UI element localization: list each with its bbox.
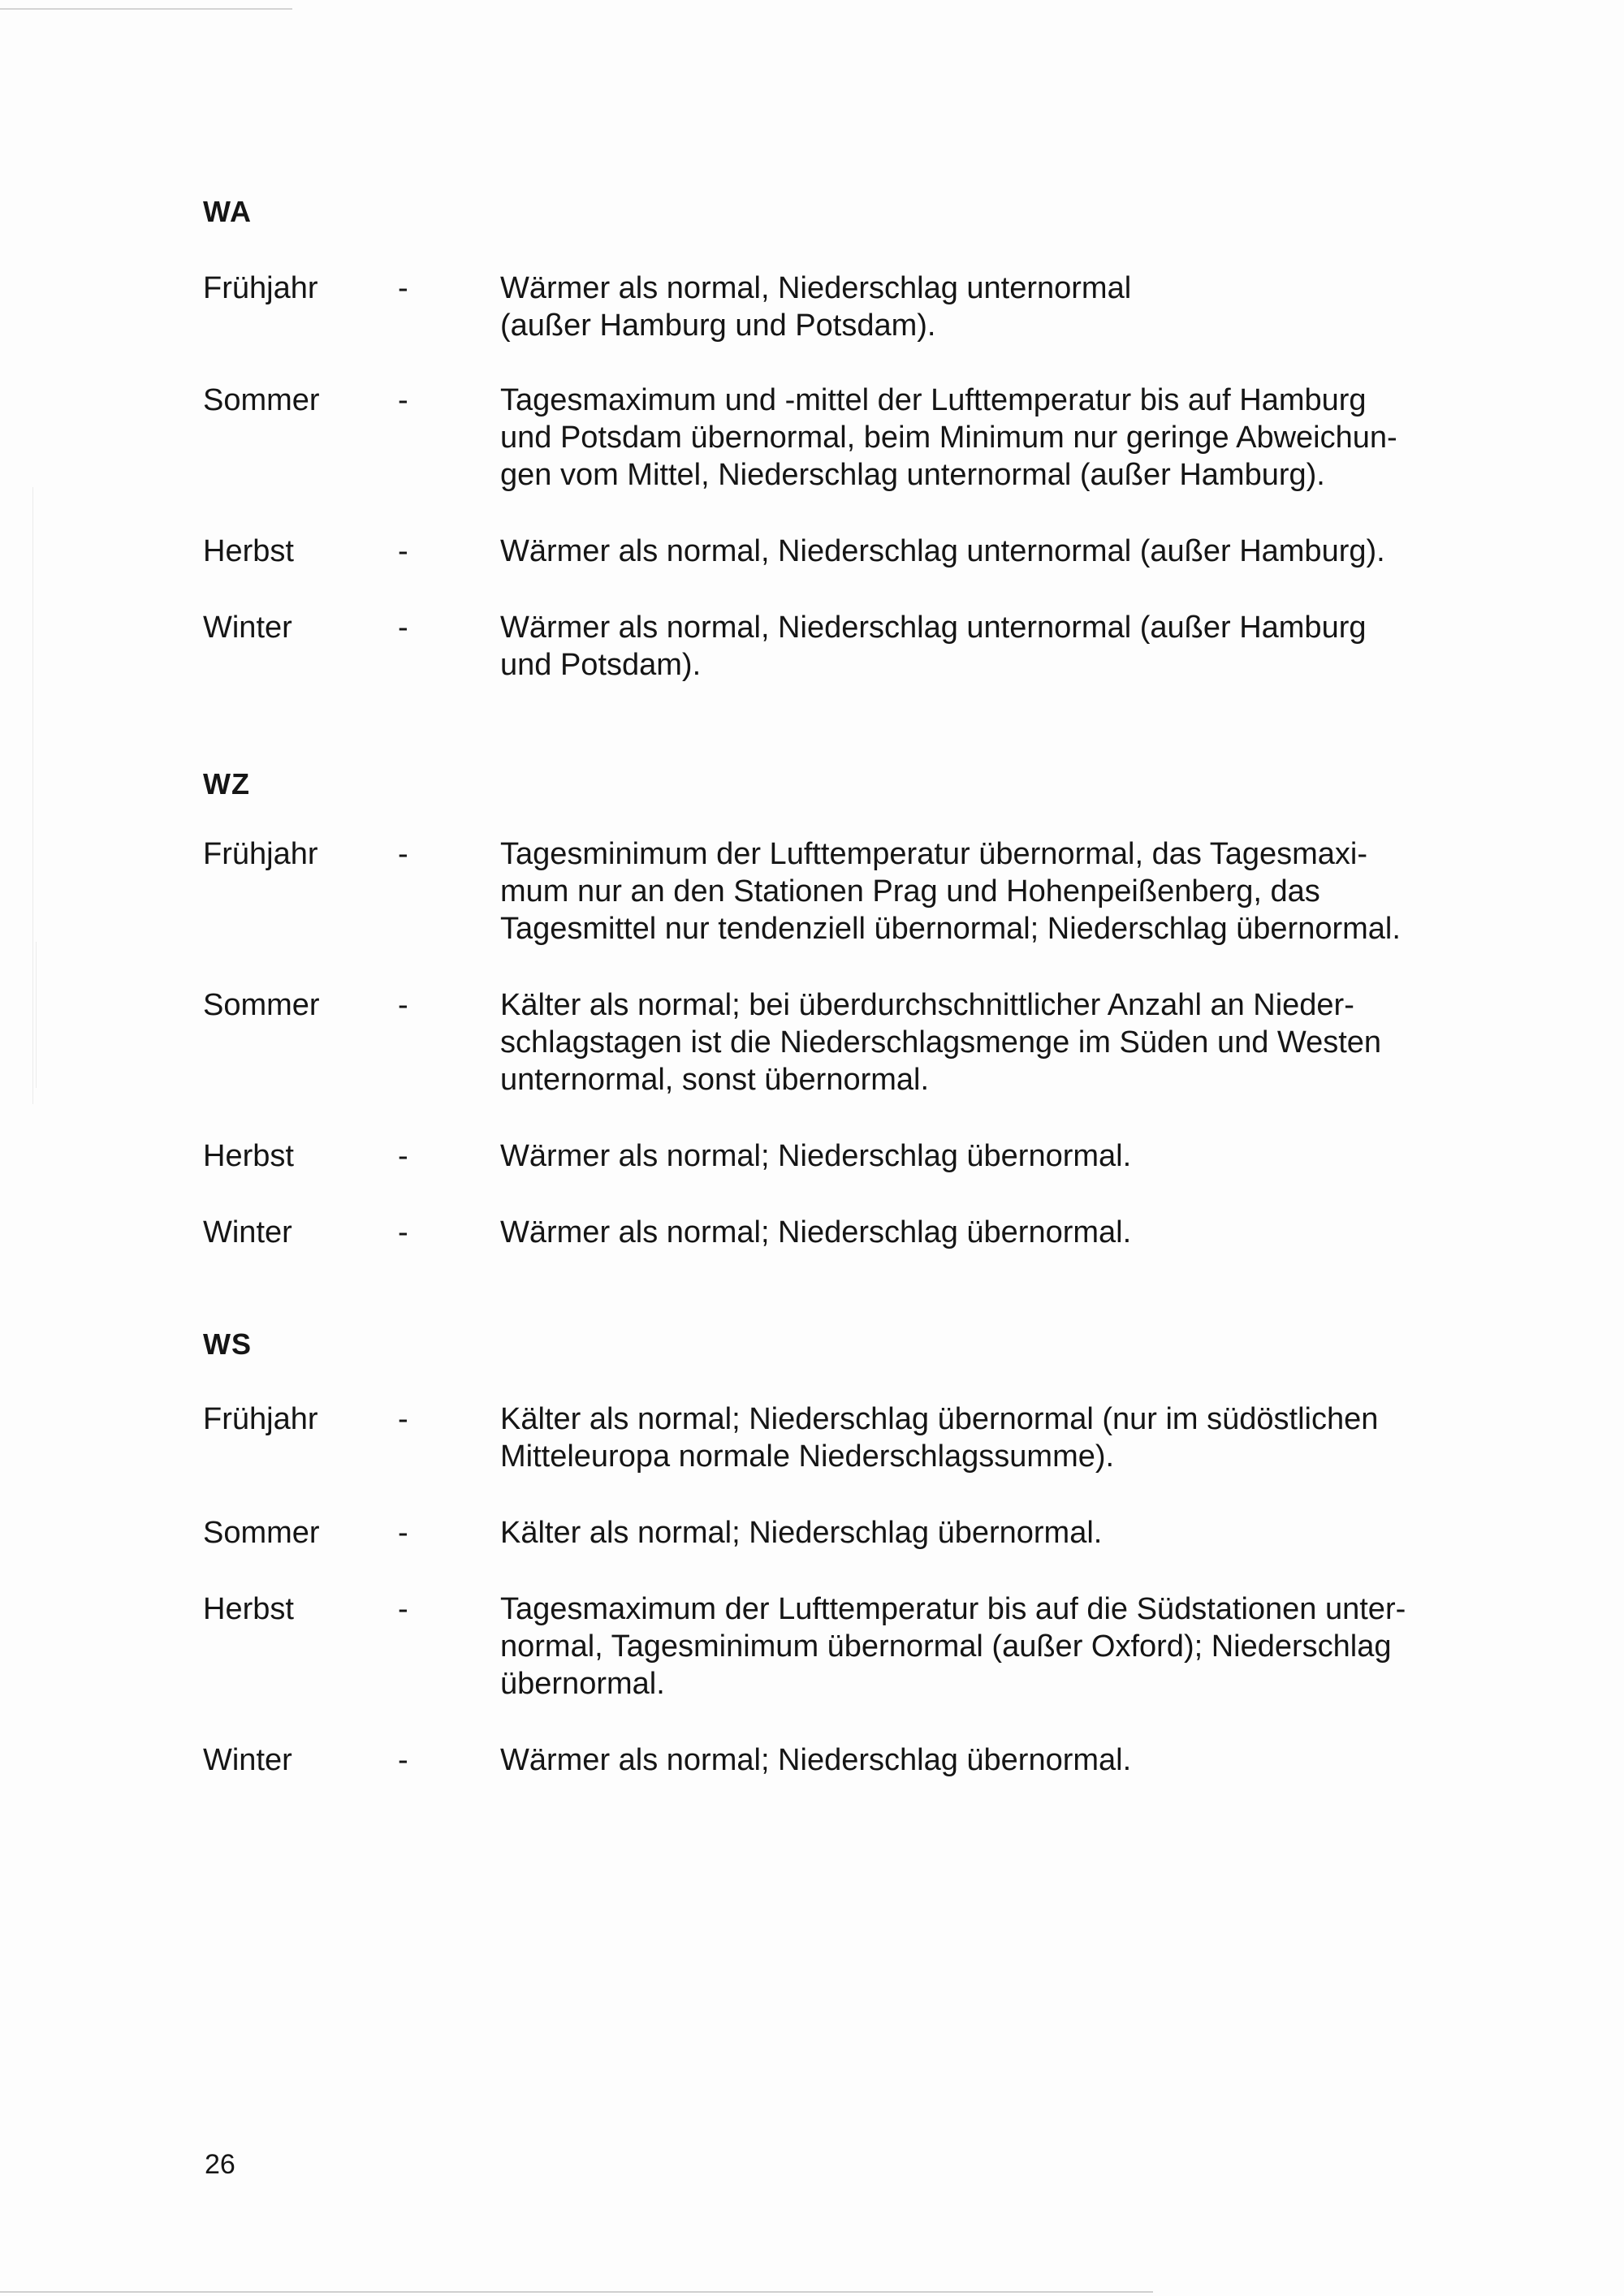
description-line: Tagesminimum der Lufttemperatur übernormal, das Tagesmaxi- — [500, 837, 1367, 871]
season-label: Sommer — [203, 383, 320, 417]
dash: - — [398, 837, 408, 871]
dash: - — [398, 1139, 408, 1173]
dash: - — [398, 611, 408, 645]
description-line: unternormal, sonst übernormal. — [500, 1063, 930, 1097]
season-description — [500, 1741, 1624, 1779]
section-title: WZ — [203, 767, 250, 801]
dash: - — [398, 1402, 408, 1436]
description-line: Wärmer als normal; Niederschlag übernormal. — [500, 1215, 1132, 1249]
dash: - — [398, 1215, 408, 1249]
season-description — [500, 533, 1624, 570]
season-label: Winter — [203, 1215, 292, 1249]
season-label: Winter — [203, 1743, 292, 1777]
section-title: WS — [203, 1327, 252, 1361]
season-description — [500, 1514, 1624, 1552]
description-line: Mitteleuropa normale Niederschlagssumme). — [500, 1439, 1115, 1474]
description-line: und Potsdam). — [500, 648, 702, 682]
description-line: Wärmer als normal; Niederschlag übernormal. — [500, 1743, 1132, 1777]
season-label: Sommer — [203, 988, 320, 1022]
description-line: Tagesmaximum der Lufttemperatur bis auf die Südstationen unter- — [500, 1592, 1406, 1626]
scan-edge-mark — [36, 942, 37, 1088]
description-line: schlagstagen ist die Niederschlagsmenge im Süden und Westen — [500, 1025, 1382, 1060]
season-description — [500, 986, 1624, 1098]
season-label: Frühjahr — [203, 1402, 318, 1436]
season-label: Winter — [203, 611, 292, 645]
season-description — [500, 1590, 1624, 1703]
dash: - — [398, 1592, 408, 1626]
description-line: gen vom Mittel, Niederschlag unternormal (außer Hamburg). — [500, 458, 1325, 492]
dash: - — [398, 383, 408, 417]
description-line: mum nur an den Stationen Prag und Hohenpeißenberg, das — [500, 874, 1320, 908]
description-line: Kälter als normal; Niederschlag übernormal. — [500, 1516, 1103, 1550]
description-line: (außer Hamburg und Potsdam). — [500, 309, 936, 343]
season-label: Frühjahr — [203, 837, 318, 871]
season-description — [500, 382, 1624, 494]
description-line: Wärmer als normal, Niederschlag unternormal (außer Hamburg). — [500, 534, 1385, 568]
page-number: 26 — [205, 2149, 235, 2180]
dash: - — [398, 534, 408, 568]
description-line: und Potsdam übernormal, beim Minimum nur geringe Abweichun- — [500, 421, 1397, 455]
description-line: Wärmer als normal, Niederschlag unternormal — [500, 271, 1132, 305]
dash: - — [398, 988, 408, 1022]
description-line: Wärmer als normal, Niederschlag unternormal (außer Hamburg — [500, 611, 1367, 645]
section-title: WA — [203, 195, 252, 228]
description-line: Tagesmittel nur tendenziell übernormal; Niederschlag übernormal. — [500, 912, 1401, 946]
description-line: normal, Tagesminimum übernormal (außer Oxford); Niederschlag — [500, 1629, 1392, 1664]
season-label: Herbst — [203, 1592, 294, 1626]
season-label: Herbst — [203, 1139, 294, 1173]
season-description — [500, 835, 1624, 947]
description-line: Wärmer als normal; Niederschlag übernormal. — [500, 1139, 1132, 1173]
season-description — [500, 1214, 1624, 1251]
description-line: übernormal. — [500, 1667, 665, 1701]
scan-edge-mark — [32, 487, 33, 1104]
description-line: Kälter als normal; bei überdurchschnittlicher Anzahl an Nieder- — [500, 988, 1354, 1022]
season-label: Herbst — [203, 534, 294, 568]
season-label: Frühjahr — [203, 271, 318, 305]
description-line: Tagesmaximum und -mittel der Lufttemperatur bis auf Hamburg — [500, 383, 1367, 417]
dash: - — [398, 271, 408, 305]
season-description — [500, 1400, 1624, 1475]
dash: - — [398, 1516, 408, 1550]
season-label: Sommer — [203, 1516, 320, 1550]
season-description — [500, 270, 1624, 344]
season-description — [500, 1137, 1624, 1175]
scan-line-bottom — [0, 2291, 1153, 2293]
description-line: Kälter als normal; Niederschlag übernormal (nur im südöstlichen — [500, 1402, 1379, 1436]
season-description — [500, 609, 1624, 684]
dash: - — [398, 1743, 408, 1777]
scan-line-top — [0, 8, 292, 10]
